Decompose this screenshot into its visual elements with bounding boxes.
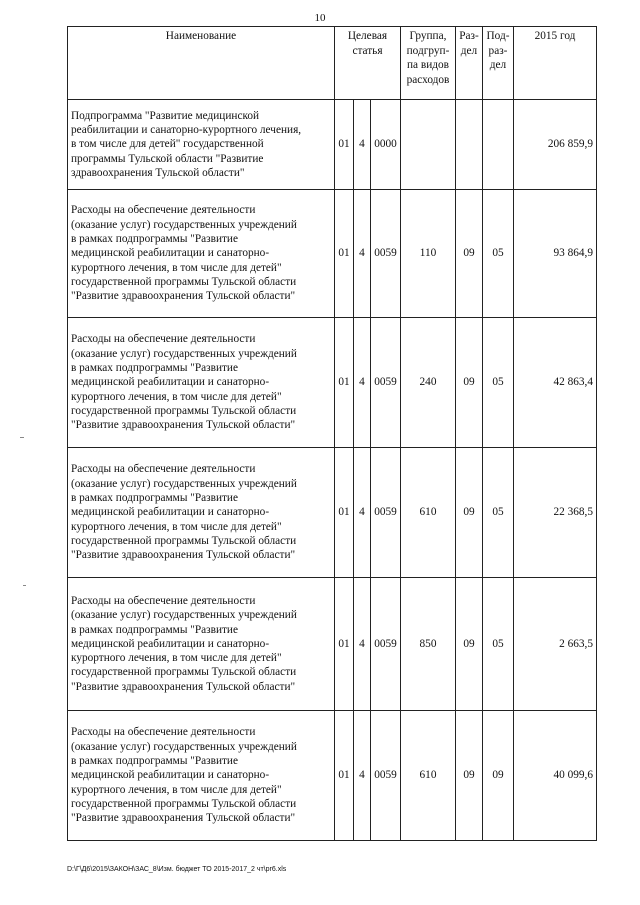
row-amount: 2 663,5 [514, 578, 597, 711]
row-group [401, 100, 456, 190]
row-section: 09 [456, 318, 483, 448]
row-subsection: 09 [483, 711, 514, 841]
row-target-subprogram: 4 [354, 711, 371, 841]
row-target-program: 01 [335, 448, 354, 578]
margin-mark [20, 437, 24, 438]
table-row [68, 318, 597, 448]
row-name: Расходы на обеспечение деятельности (оказание услуг) государственных учреждений в рамках подпрограммы "Развитие медицинской реабилитации и санаторно- курортного лечения, в том числе для детей" государственной программы Тульской области "Развитие здравоохранения Тульской области" [68, 448, 335, 578]
row-target-direction: 0059 [371, 448, 401, 578]
header-year [514, 27, 597, 100]
row-subsection: 05 [483, 578, 514, 711]
row-target-program: 01 [335, 190, 354, 318]
row-group: 110 [401, 190, 456, 318]
header-section-label: Раз- дел [459, 30, 479, 57]
header-group [401, 27, 456, 100]
row-name: Подпрограмма "Развитие медицинской реабилитации и санаторно-курортного лечения, в том числе для детей" государственной программы Тульской области "Развитие здравоохранения Тульской области" [68, 100, 335, 190]
header-group-label: Группа, подгруп- па видов расходов [406, 30, 450, 86]
header-subsection [483, 27, 514, 100]
row-name: Расходы на обеспечение деятельности (оказание услуг) государственных учреждений в рамках подпрограммы "Развитие медицинской реабилитации и санаторно- курортного лечения, в том числе для детей" государственной программы Тульской области "Развитие здравоохранения Тульской области" [68, 318, 335, 448]
file-path-footer: D:\Г\Д6\2015\ЗАКОН\ЗАС_8\Изм. бюджет ТО 2015-2017_2 чт\pr6.xls [67, 866, 287, 873]
row-subsection: 05 [483, 318, 514, 448]
page-number: 10 [314, 12, 326, 24]
table-row [68, 100, 597, 190]
header-name [68, 27, 335, 100]
row-subsection [483, 100, 514, 190]
row-amount: 42 863,4 [514, 318, 597, 448]
header-section [456, 27, 483, 100]
row-group: 610 [401, 711, 456, 841]
row-target-program: 01 [335, 100, 354, 190]
header-target [335, 27, 401, 100]
row-target-direction: 0059 [371, 190, 401, 318]
header-subsection-label: Под- раз- дел [486, 30, 510, 71]
row-section: 09 [456, 448, 483, 578]
row-amount: 40 099,6 [514, 711, 597, 841]
row-amount: 22 368,5 [514, 448, 597, 578]
row-section: 09 [456, 711, 483, 841]
table-header-row [68, 27, 597, 100]
row-group: 240 [401, 318, 456, 448]
row-name: Расходы на обеспечение деятельности (оказание услуг) государственных учреждений в рамках подпрограммы "Развитие медицинской реабилитации и санаторно- курортного лечения, в том числе для детей" государственной программы Тульской области "Развитие здравоохранения Тульской области" [68, 711, 335, 841]
row-amount: 93 864,9 [514, 190, 597, 318]
row-group: 850 [401, 578, 456, 711]
row-name: Расходы на обеспечение деятельности (оказание услуг) государственных учреждений в рамках подпрограммы "Развитие медицинской реабилитации и санаторно- курортного лечения, в том числе для детей" государственной программы Тульской области "Развитие здравоохранения Тульской области" [68, 190, 335, 318]
budget-table [67, 26, 597, 841]
row-target-direction: 0059 [371, 318, 401, 448]
row-subsection: 05 [483, 190, 514, 318]
row-section: 09 [456, 578, 483, 711]
row-section [456, 100, 483, 190]
row-target-subprogram: 4 [354, 190, 371, 318]
row-section: 09 [456, 190, 483, 318]
header-target-label: Целевая статья [347, 30, 388, 57]
table-row [68, 578, 597, 711]
row-target-program: 01 [335, 318, 354, 448]
row-target-subprogram: 4 [354, 578, 371, 711]
row-target-direction: 0059 [371, 711, 401, 841]
row-target-program: 01 [335, 578, 354, 711]
row-target-direction: 0059 [371, 578, 401, 711]
row-target-subprogram: 4 [354, 448, 371, 578]
row-amount: 206 859,9 [514, 100, 597, 190]
row-target-program: 01 [335, 711, 354, 841]
header-year-label: 2015 год [534, 30, 576, 42]
row-subsection: 05 [483, 448, 514, 578]
row-target-subprogram: 4 [354, 318, 371, 448]
row-target-direction: 0000 [371, 100, 401, 190]
row-group: 610 [401, 448, 456, 578]
table-row [68, 711, 597, 841]
row-target-subprogram: 4 [354, 100, 371, 190]
row-name: Расходы на обеспечение деятельности (оказание услуг) государственных учреждений в рамках подпрограммы "Развитие медицинской реабилитации и санаторно- курортного лечения, в том числе для детей" государственной программы Тульской области "Развитие здравоохранения Тульской области" [68, 578, 335, 711]
table-row [68, 448, 597, 578]
table-row [68, 190, 597, 318]
header-name-label: Наименование [165, 30, 237, 42]
margin-mark [23, 585, 26, 586]
